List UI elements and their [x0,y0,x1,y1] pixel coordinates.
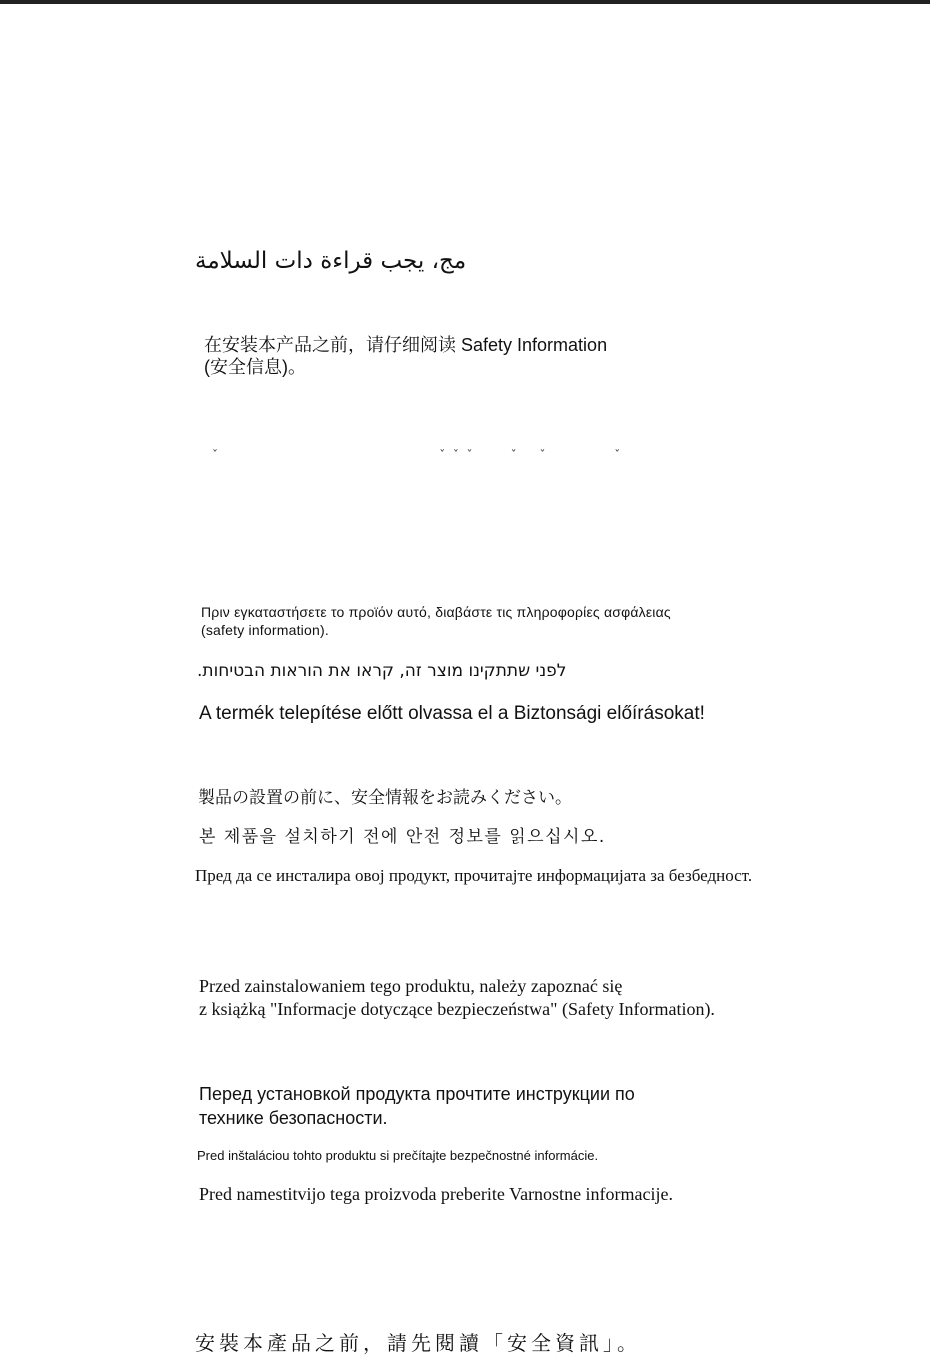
notice-arabic: مج، يجب قراءة دات السلامة [195,248,467,274]
notice-slovenian: Pred namestitvijo tega proizvoda preberite Varnostne informacije. [199,1184,674,1204]
notice-hebrew: לפני שתתקינו מוצר זה, קראו את הוראות הבטיחות. [197,661,567,681]
notice-japanese: 製品の設置の前に、安全情報をお読みください。 [198,788,572,808]
notice-polish [199,975,715,1021]
notice-polish-line1: Przed zainstalowaniem tego produktu, należy zapoznać się [199,976,623,996]
notice-russian-line2: технике безопасности. [199,1108,388,1128]
notice-russian [199,1082,635,1130]
notice-chinese-simplified-line1: 在安装本产品之前，请仔细阅读 Safety Information [204,335,608,355]
notice-greek-line2: (safety information). [201,622,329,638]
notice-greek-line1: Πριν εγκαταστήσετε το προϊόν αυτό, διαβάστε τις πληροφορίες ασφάλειας [201,604,671,620]
notice-russian-line1: Перед установкой продукта прочтите инструкции по [199,1084,635,1104]
stray-diacritic-marks: ˇ ˇ ˇ ˇ ˇ ˇ ˇ [212,448,621,462]
notice-greek [201,603,671,639]
notice-hungarian: A termék telepítése előtt olvassa el a Biztonsági előírásokat! [199,703,705,724]
notice-korean: 본 제품을 설치하기 전에 안전 정보를 읽으십시오. [199,827,606,847]
notice-slovak: Pred inštaláciou tohto produktu si prečítajte bezpečnostné informácie. [197,1148,599,1163]
notice-chinese-simplified [204,334,607,378]
top-rule [0,0,930,4]
notice-polish-line2: z książką "Informacje dotyczące bezpieczeństwa" (Safety Information). [199,999,715,1019]
notice-chinese-simplified-line2: (安全信息)。 [204,357,306,377]
notice-chinese-traditional: 安裝本產品之前，請先閱讀「安全資訊」。 [195,1331,641,1355]
notice-macedonian: Пред да се инсталира овој продукт, прочитајте информацијата за безбедност. [195,866,753,885]
